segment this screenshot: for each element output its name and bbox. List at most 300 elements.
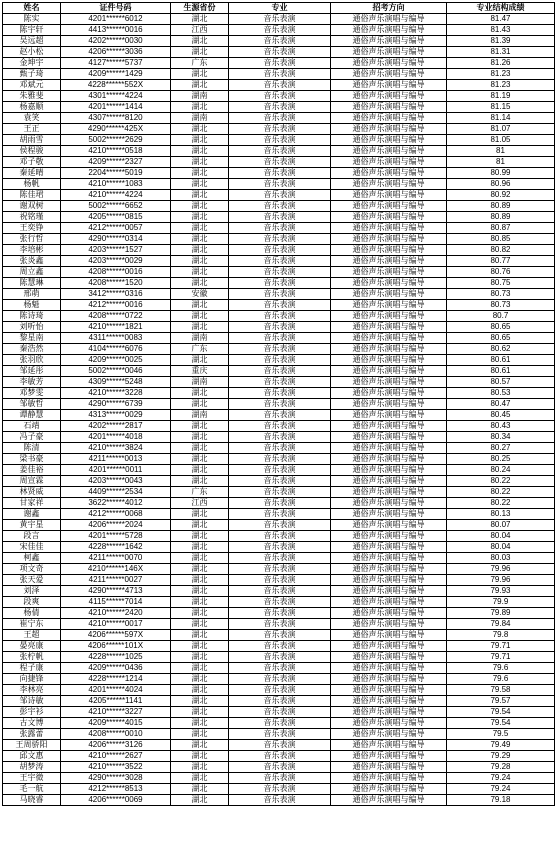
major-cell: 音乐表演 xyxy=(229,509,331,520)
table-row xyxy=(3,685,555,696)
table-row xyxy=(3,465,555,476)
province-cell: 湖北 xyxy=(171,234,229,245)
province-cell: 湖北 xyxy=(171,751,229,762)
province-cell: 湖北 xyxy=(171,322,229,333)
student-name-cell: 王正 xyxy=(3,124,61,135)
table-row xyxy=(3,608,555,619)
id-number-cell: 4409******2534 xyxy=(61,487,171,498)
table-row xyxy=(3,432,555,443)
province-cell: 湖北 xyxy=(171,14,229,25)
major-cell: 音乐表演 xyxy=(229,773,331,784)
province-cell: 湖北 xyxy=(171,630,229,641)
score-cell: 81.43 xyxy=(447,25,555,36)
direction-cell: 通俗声乐演唱与编导 xyxy=(331,311,447,322)
major-cell: 音乐表演 xyxy=(229,25,331,36)
table-row xyxy=(3,212,555,223)
id-number-cell: 4212******0068 xyxy=(61,509,171,520)
province-cell: 湖北 xyxy=(171,80,229,91)
id-number-cell: 4210******146X xyxy=(61,564,171,575)
province-cell: 湖北 xyxy=(171,432,229,443)
score-cell: 80.25 xyxy=(447,454,555,465)
id-number-cell: 3622******4012 xyxy=(61,498,171,509)
table-row xyxy=(3,201,555,212)
direction-cell: 通俗声乐演唱与编导 xyxy=(331,630,447,641)
major-cell: 音乐表演 xyxy=(229,597,331,608)
major-cell: 音乐表演 xyxy=(229,399,331,410)
direction-cell: 通俗声乐演唱与编导 xyxy=(331,553,447,564)
major-cell: 音乐表演 xyxy=(229,498,331,509)
table-row xyxy=(3,25,555,36)
score-cell: 80.57 xyxy=(447,377,555,388)
direction-cell: 通俗声乐演唱与编导 xyxy=(331,740,447,751)
table-row xyxy=(3,157,555,168)
id-number-cell: 4206******101X xyxy=(61,641,171,652)
score-cell: 80.87 xyxy=(447,223,555,234)
score-cell: 79.6 xyxy=(447,663,555,674)
province-cell: 湖北 xyxy=(171,201,229,212)
major-cell: 音乐表演 xyxy=(229,91,331,102)
id-number-cell: 4201******5728 xyxy=(61,531,171,542)
header-direction: 招考方向 xyxy=(331,3,447,14)
table-row xyxy=(3,256,555,267)
student-name-cell: 王周骄阳 xyxy=(3,740,61,751)
score-cell: 81.19 xyxy=(447,91,555,102)
major-cell: 音乐表演 xyxy=(229,168,331,179)
score-cell: 79.57 xyxy=(447,696,555,707)
direction-cell: 通俗声乐演唱与编导 xyxy=(331,597,447,608)
direction-cell: 通俗声乐演唱与编导 xyxy=(331,762,447,773)
direction-cell: 通俗声乐演唱与编导 xyxy=(331,157,447,168)
major-cell: 音乐表演 xyxy=(229,311,331,322)
score-cell: 80.45 xyxy=(447,410,555,421)
province-cell: 湖北 xyxy=(171,575,229,586)
score-cell: 80.47 xyxy=(447,399,555,410)
province-cell: 湖北 xyxy=(171,553,229,564)
student-name-cell: 段爽 xyxy=(3,597,61,608)
province-cell: 湖南 xyxy=(171,333,229,344)
id-number-cell: 4210******0017 xyxy=(61,619,171,630)
province-cell: 湖北 xyxy=(171,212,229,223)
major-cell: 音乐表演 xyxy=(229,322,331,333)
table-row xyxy=(3,652,555,663)
table-row xyxy=(3,795,555,806)
province-cell: 湖北 xyxy=(171,531,229,542)
province-cell: 湖北 xyxy=(171,542,229,553)
score-cell: 80.04 xyxy=(447,531,555,542)
province-cell: 重庆 xyxy=(171,366,229,377)
major-cell: 音乐表演 xyxy=(229,465,331,476)
student-name-cell: 古文博 xyxy=(3,718,61,729)
direction-cell: 通俗声乐演唱与编导 xyxy=(331,278,447,289)
student-name-cell: 姜佳裕 xyxy=(3,465,61,476)
table-row xyxy=(3,47,555,58)
student-name-cell: 王奕铮 xyxy=(3,223,61,234)
id-number-cell: 4127******5737 xyxy=(61,58,171,69)
direction-cell: 通俗声乐演唱与编导 xyxy=(331,718,447,729)
table-row xyxy=(3,740,555,751)
score-cell: 81.15 xyxy=(447,102,555,113)
score-cell: 80.89 xyxy=(447,212,555,223)
major-cell: 音乐表演 xyxy=(229,267,331,278)
table-row xyxy=(3,377,555,388)
direction-cell: 通俗声乐演唱与编导 xyxy=(331,707,447,718)
score-cell: 79.24 xyxy=(447,773,555,784)
id-number-cell: 4212******0016 xyxy=(61,300,171,311)
direction-cell: 通俗声乐演唱与编导 xyxy=(331,212,447,223)
direction-cell: 通俗声乐演唱与编导 xyxy=(331,36,447,47)
score-cell: 80.7 xyxy=(447,311,555,322)
direction-cell: 通俗声乐演唱与编导 xyxy=(331,476,447,487)
student-name-cell: 张行哲 xyxy=(3,234,61,245)
direction-cell: 通俗声乐演唱与编导 xyxy=(331,124,447,135)
table-row xyxy=(3,421,555,432)
direction-cell: 通俗声乐演唱与编导 xyxy=(331,146,447,157)
student-name-cell: 邹诗敏 xyxy=(3,696,61,707)
score-cell: 81.47 xyxy=(447,14,555,25)
score-cell: 80.22 xyxy=(447,487,555,498)
direction-cell: 通俗声乐演唱与编导 xyxy=(331,366,447,377)
province-cell: 湖北 xyxy=(171,696,229,707)
student-name-cell: 晏亮康 xyxy=(3,641,61,652)
id-number-cell: 4115******7014 xyxy=(61,597,171,608)
student-name-cell: 秦延晴 xyxy=(3,168,61,179)
table-row xyxy=(3,630,555,641)
direction-cell: 通俗声乐演唱与编导 xyxy=(331,47,447,58)
table-row xyxy=(3,707,555,718)
student-name-cell: 邓梦雯 xyxy=(3,388,61,399)
major-cell: 音乐表演 xyxy=(229,80,331,91)
province-cell: 湖北 xyxy=(171,157,229,168)
table-row xyxy=(3,751,555,762)
id-number-cell: 4210******4224 xyxy=(61,190,171,201)
direction-cell: 通俗声乐演唱与编导 xyxy=(331,542,447,553)
student-name-cell: 刘听怡 xyxy=(3,322,61,333)
table-row xyxy=(3,179,555,190)
student-name-cell: 甄子琦 xyxy=(3,69,61,80)
student-name-cell: 彭宇衫 xyxy=(3,707,61,718)
student-name-cell: 吴远超 xyxy=(3,36,61,47)
province-cell: 湖北 xyxy=(171,256,229,267)
id-number-cell: 4228******1214 xyxy=(61,674,171,685)
score-cell: 79.9 xyxy=(447,597,555,608)
major-cell: 音乐表演 xyxy=(229,443,331,454)
province-cell: 湖北 xyxy=(171,476,229,487)
student-name-cell: 向捷锋 xyxy=(3,674,61,685)
student-name-cell: 陈清 xyxy=(3,443,61,454)
header-name: 姓名 xyxy=(3,3,61,14)
id-number-cell: 4203******1527 xyxy=(61,245,171,256)
province-cell: 广东 xyxy=(171,58,229,69)
direction-cell: 通俗声乐演唱与编导 xyxy=(331,201,447,212)
student-name-cell: 黄宇星 xyxy=(3,520,61,531)
province-cell: 湖北 xyxy=(171,718,229,729)
province-cell: 湖北 xyxy=(171,520,229,531)
score-cell: 79.49 xyxy=(447,740,555,751)
major-cell: 音乐表演 xyxy=(229,102,331,113)
id-number-cell: 4203******0029 xyxy=(61,256,171,267)
score-cell: 80.96 xyxy=(447,179,555,190)
score-cell: 79.6 xyxy=(447,674,555,685)
id-number-cell: 4210******3228 xyxy=(61,388,171,399)
direction-cell: 通俗声乐演唱与编导 xyxy=(331,509,447,520)
major-cell: 音乐表演 xyxy=(229,487,331,498)
major-cell: 音乐表演 xyxy=(229,663,331,674)
score-cell: 80.43 xyxy=(447,421,555,432)
direction-cell: 通俗声乐演唱与编导 xyxy=(331,179,447,190)
direction-cell: 通俗声乐演唱与编导 xyxy=(331,399,447,410)
score-cell: 80.62 xyxy=(447,344,555,355)
major-cell: 音乐表演 xyxy=(229,366,331,377)
id-number-cell: 4209******4015 xyxy=(61,718,171,729)
student-name-cell: 甘家祥 xyxy=(3,498,61,509)
major-cell: 音乐表演 xyxy=(229,58,331,69)
table-row xyxy=(3,663,555,674)
direction-cell: 通俗声乐演唱与编导 xyxy=(331,696,447,707)
major-cell: 音乐表演 xyxy=(229,718,331,729)
major-cell: 音乐表演 xyxy=(229,608,331,619)
id-number-cell: 4206******3126 xyxy=(61,740,171,751)
id-number-cell: 4211******0070 xyxy=(61,553,171,564)
student-name-cell: 金坤宇 xyxy=(3,58,61,69)
direction-cell: 通俗声乐演唱与编导 xyxy=(331,465,447,476)
id-number-cell: 4201******4018 xyxy=(61,432,171,443)
direction-cell: 通俗声乐演唱与编导 xyxy=(331,487,447,498)
id-number-cell: 4290******3028 xyxy=(61,773,171,784)
student-name-cell: 冯子豪 xyxy=(3,432,61,443)
direction-cell: 通俗声乐演唱与编导 xyxy=(331,421,447,432)
student-name-cell: 宋佳佳 xyxy=(3,542,61,553)
id-number-cell: 4413******0016 xyxy=(61,25,171,36)
province-cell: 安徽 xyxy=(171,289,229,300)
table-row xyxy=(3,91,555,102)
major-cell: 音乐表演 xyxy=(229,696,331,707)
id-number-cell: 4208******0010 xyxy=(61,729,171,740)
direction-cell: 通俗声乐演唱与编导 xyxy=(331,751,447,762)
major-cell: 音乐表演 xyxy=(229,146,331,157)
score-cell: 81.23 xyxy=(447,80,555,91)
direction-cell: 通俗声乐演唱与编导 xyxy=(331,58,447,69)
table-row xyxy=(3,388,555,399)
id-number-cell: 4212******8513 xyxy=(61,784,171,795)
student-name-cell: 李林亮 xyxy=(3,685,61,696)
student-name-cell: 李培彬 xyxy=(3,245,61,256)
student-name-cell: 黎星南 xyxy=(3,333,61,344)
score-cell: 79.24 xyxy=(447,784,555,795)
table-row xyxy=(3,355,555,366)
table-row xyxy=(3,597,555,608)
direction-cell: 通俗声乐演唱与编导 xyxy=(331,531,447,542)
direction-cell: 通俗声乐演唱与编导 xyxy=(331,443,447,454)
header-major: 专业 xyxy=(229,3,331,14)
student-name-cell: 袁笑 xyxy=(3,113,61,124)
student-name-cell: 张炎鑫 xyxy=(3,256,61,267)
province-cell: 湖北 xyxy=(171,795,229,806)
direction-cell: 通俗声乐演唱与编导 xyxy=(331,333,447,344)
student-name-cell: 陈宇轩 xyxy=(3,25,61,36)
header-row xyxy=(3,3,555,14)
score-cell: 79.71 xyxy=(447,641,555,652)
major-cell: 音乐表演 xyxy=(229,201,331,212)
id-number-cell: 4208******0016 xyxy=(61,267,171,278)
id-number-cell: 4208******0722 xyxy=(61,311,171,322)
major-cell: 音乐表演 xyxy=(229,421,331,432)
major-cell: 音乐表演 xyxy=(229,520,331,531)
score-cell: 80.65 xyxy=(447,322,555,333)
direction-cell: 通俗声乐演唱与编导 xyxy=(331,498,447,509)
direction-cell: 通俗声乐演唱与编导 xyxy=(331,223,447,234)
major-cell: 音乐表演 xyxy=(229,344,331,355)
score-cell: 80.61 xyxy=(447,366,555,377)
direction-cell: 通俗声乐演唱与编导 xyxy=(331,69,447,80)
student-name-cell: 王宇微 xyxy=(3,773,61,784)
province-cell: 湖北 xyxy=(171,421,229,432)
student-name-cell: 杨魁 xyxy=(3,300,61,311)
score-cell: 79.28 xyxy=(447,762,555,773)
id-number-cell: 4309******5248 xyxy=(61,377,171,388)
major-cell: 音乐表演 xyxy=(229,355,331,366)
major-cell: 音乐表演 xyxy=(229,14,331,25)
direction-cell: 通俗声乐演唱与编导 xyxy=(331,795,447,806)
id-number-cell: 4209******0025 xyxy=(61,355,171,366)
direction-cell: 通俗声乐演唱与编导 xyxy=(331,586,447,597)
major-cell: 音乐表演 xyxy=(229,795,331,806)
score-cell: 81 xyxy=(447,146,555,157)
major-cell: 音乐表演 xyxy=(229,69,331,80)
direction-cell: 通俗声乐演唱与编导 xyxy=(331,685,447,696)
score-cell: 80.03 xyxy=(447,553,555,564)
id-number-cell: 4313******0029 xyxy=(61,410,171,421)
student-name-cell: 王超 xyxy=(3,630,61,641)
major-cell: 音乐表演 xyxy=(229,179,331,190)
score-cell: 81.07 xyxy=(447,124,555,135)
student-name-cell: 邱文惠 xyxy=(3,751,61,762)
table-row xyxy=(3,333,555,344)
direction-cell: 通俗声乐演唱与编导 xyxy=(331,135,447,146)
province-cell: 湖北 xyxy=(171,707,229,718)
student-name-cell: 程子康 xyxy=(3,663,61,674)
province-cell: 湖北 xyxy=(171,773,229,784)
table-row xyxy=(3,190,555,201)
table-row xyxy=(3,234,555,245)
major-cell: 音乐表演 xyxy=(229,586,331,597)
direction-cell: 通俗声乐演唱与编导 xyxy=(331,322,447,333)
direction-cell: 通俗声乐演唱与编导 xyxy=(331,245,447,256)
major-cell: 音乐表演 xyxy=(229,256,331,267)
province-cell: 湖北 xyxy=(171,168,229,179)
province-cell: 湖北 xyxy=(171,729,229,740)
direction-cell: 通俗声乐演唱与编导 xyxy=(331,91,447,102)
direction-cell: 通俗声乐演唱与编导 xyxy=(331,168,447,179)
student-name-cell: 朱雅斐 xyxy=(3,91,61,102)
direction-cell: 通俗声乐演唱与编导 xyxy=(331,80,447,91)
table-row xyxy=(3,762,555,773)
score-cell: 80.04 xyxy=(447,542,555,553)
table-row xyxy=(3,718,555,729)
province-cell: 湖北 xyxy=(171,465,229,476)
student-name-cell: 陈佳珺 xyxy=(3,190,61,201)
direction-cell: 通俗声乐演唱与编导 xyxy=(331,652,447,663)
student-name-cell: 赵小松 xyxy=(3,47,61,58)
province-cell: 湖北 xyxy=(171,355,229,366)
score-cell: 80.73 xyxy=(447,300,555,311)
major-cell: 音乐表演 xyxy=(229,212,331,223)
id-number-cell: 4208******1520 xyxy=(61,278,171,289)
province-cell: 湖南 xyxy=(171,113,229,124)
province-cell: 湖南 xyxy=(171,377,229,388)
student-name-cell: 马晓睿 xyxy=(3,795,61,806)
province-cell: 湖北 xyxy=(171,146,229,157)
student-name-cell: 周宣霖 xyxy=(3,476,61,487)
table-row xyxy=(3,498,555,509)
table-row xyxy=(3,69,555,80)
id-number-cell: 4228******1025 xyxy=(61,652,171,663)
table-row xyxy=(3,366,555,377)
major-cell: 音乐表演 xyxy=(229,751,331,762)
table-row xyxy=(3,696,555,707)
header-id-number: 证件号码 xyxy=(61,3,171,14)
table-row xyxy=(3,278,555,289)
student-name-cell: 邹敏哲 xyxy=(3,399,61,410)
province-cell: 湖北 xyxy=(171,124,229,135)
score-cell: 81.14 xyxy=(447,113,555,124)
score-cell: 80.53 xyxy=(447,388,555,399)
score-cell: 80.77 xyxy=(447,256,555,267)
id-number-cell: 4202******2817 xyxy=(61,421,171,432)
id-number-cell: 4209******2327 xyxy=(61,157,171,168)
major-cell: 音乐表演 xyxy=(229,707,331,718)
student-name-cell: 毛一航 xyxy=(3,784,61,795)
student-name-cell: 陈实 xyxy=(3,14,61,25)
student-name-cell: 梁书豪 xyxy=(3,454,61,465)
direction-cell: 通俗声乐演唱与编导 xyxy=(331,619,447,630)
id-number-cell: 4210******3522 xyxy=(61,762,171,773)
table-row xyxy=(3,36,555,47)
id-number-cell: 4210******2420 xyxy=(61,608,171,619)
id-number-cell: 4290******425X xyxy=(61,124,171,135)
table-row xyxy=(3,245,555,256)
direction-cell: 通俗声乐演唱与编导 xyxy=(331,102,447,113)
province-cell: 湖北 xyxy=(171,278,229,289)
direction-cell: 通俗声乐演唱与编导 xyxy=(331,234,447,245)
province-cell: 江西 xyxy=(171,498,229,509)
student-name-cell: 杨嘉顺 xyxy=(3,102,61,113)
student-name-cell: 陈诗琦 xyxy=(3,311,61,322)
table-row xyxy=(3,575,555,586)
student-name-cell: 张露蕾 xyxy=(3,729,61,740)
province-cell: 湖北 xyxy=(171,740,229,751)
table-row xyxy=(3,509,555,520)
score-cell: 80.89 xyxy=(447,201,555,212)
table-row xyxy=(3,300,555,311)
major-cell: 音乐表演 xyxy=(229,124,331,135)
major-cell: 音乐表演 xyxy=(229,564,331,575)
major-cell: 音乐表演 xyxy=(229,652,331,663)
table-row xyxy=(3,586,555,597)
major-cell: 音乐表演 xyxy=(229,784,331,795)
province-cell: 湖北 xyxy=(171,652,229,663)
province-cell: 湖北 xyxy=(171,663,229,674)
score-cell: 79.54 xyxy=(447,718,555,729)
student-name-cell: 邹延彤 xyxy=(3,366,61,377)
table-row xyxy=(3,58,555,69)
id-number-cell: 4201******4024 xyxy=(61,685,171,696)
major-cell: 音乐表演 xyxy=(229,289,331,300)
table-row xyxy=(3,773,555,784)
score-cell: 80.22 xyxy=(447,498,555,509)
id-number-cell: 4206******0069 xyxy=(61,795,171,806)
province-cell: 湖北 xyxy=(171,69,229,80)
province-cell: 湖北 xyxy=(171,586,229,597)
